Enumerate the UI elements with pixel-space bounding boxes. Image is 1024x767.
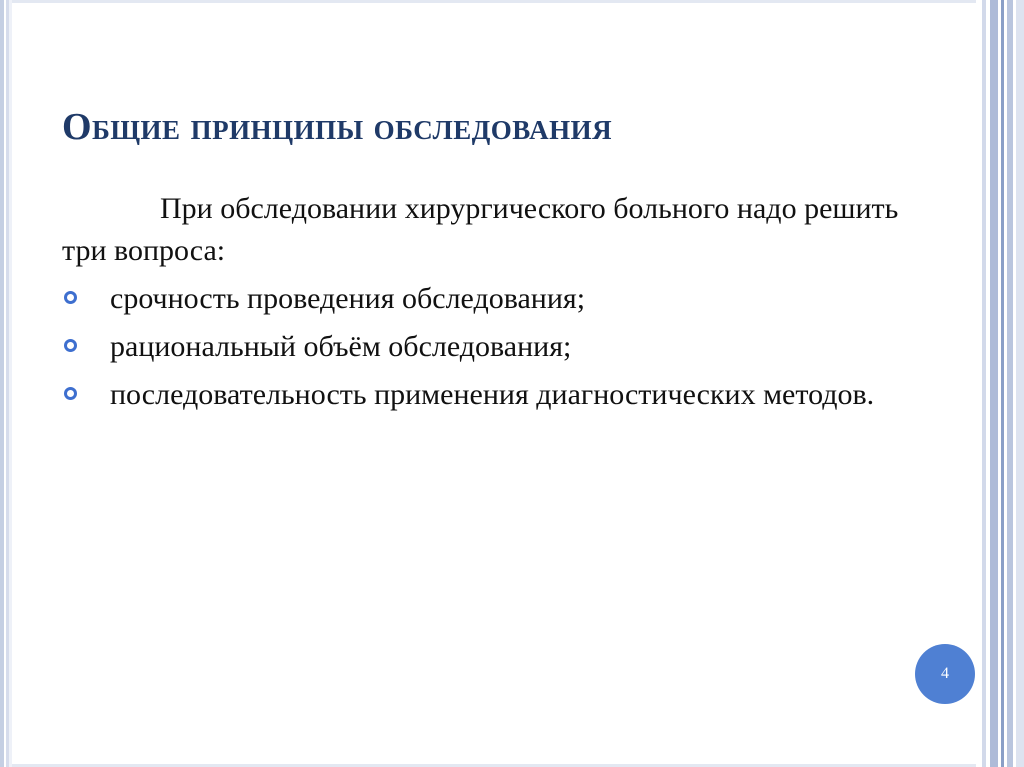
hollow-circle-bullet-icon: [64, 387, 77, 400]
right-border-stripes: [976, 0, 1024, 767]
list-item: [62, 326, 922, 368]
list-item: [62, 278, 922, 320]
bullet-text: последовательность применения диагностических методов.: [110, 378, 875, 411]
hollow-circle-bullet-icon: [64, 339, 77, 352]
bullet-list: [62, 278, 922, 422]
bullet-text: срочность проведения обследования;: [110, 282, 586, 315]
top-border-decoration: [12, 0, 976, 3]
left-border-decoration: [0, 0, 12, 767]
page-number-badge: 4: [915, 644, 975, 704]
slide-title: Общие принципы обследования: [62, 106, 613, 148]
bullet-text: рациональный объём обследования;: [110, 330, 572, 363]
intro-paragraph: При обследовании хирургического больного надо решить три вопроса:: [62, 192, 899, 267]
hollow-circle-bullet-icon: [64, 291, 77, 304]
list-item: [62, 374, 922, 416]
